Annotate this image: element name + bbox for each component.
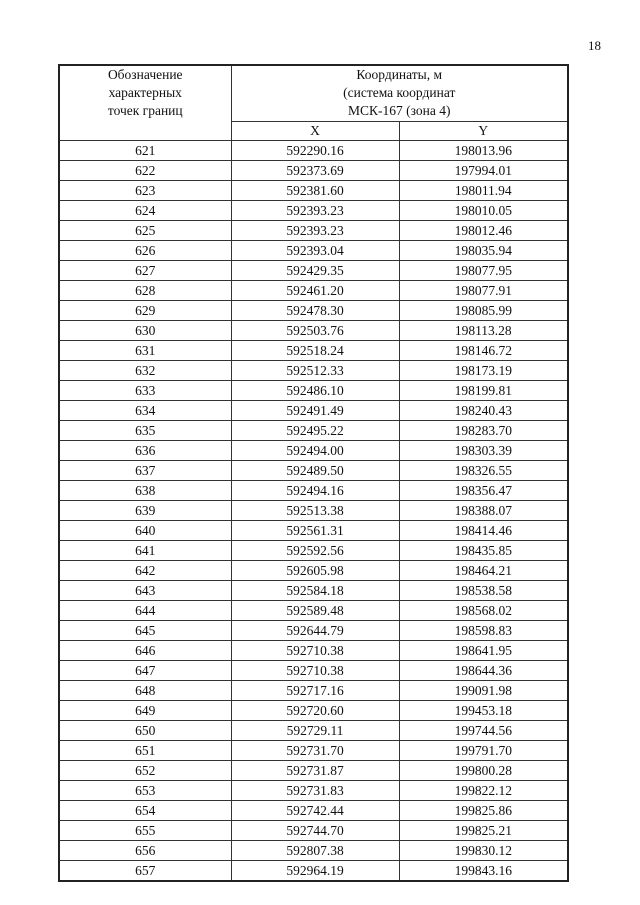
x-coordinate-cell: 592495.22 (231, 421, 399, 441)
point-id-cell: 635 (59, 421, 231, 441)
point-id-cell: 649 (59, 701, 231, 721)
x-coordinate-cell: 592710.38 (231, 641, 399, 661)
x-coordinate-cell: 592644.79 (231, 621, 399, 641)
x-coordinate-cell: 592461.20 (231, 281, 399, 301)
table-row (59, 541, 568, 561)
y-coordinate-cell: 198011.94 (399, 181, 568, 201)
y-coordinate-cell: 198538.58 (399, 581, 568, 601)
x-coordinate-cell: 592393.23 (231, 201, 399, 221)
y-coordinate-cell: 198641.95 (399, 641, 568, 661)
y-coordinate-cell: 199825.86 (399, 801, 568, 821)
x-coordinate-cell: 592503.76 (231, 321, 399, 341)
table-row (59, 501, 568, 521)
y-coordinate-cell: 198146.72 (399, 341, 568, 361)
x-coordinate-cell: 592486.10 (231, 381, 399, 401)
x-coordinate-cell: 592513.38 (231, 501, 399, 521)
y-coordinate-cell: 199825.21 (399, 821, 568, 841)
point-id-cell: 644 (59, 601, 231, 621)
x-coordinate-cell: 592731.70 (231, 741, 399, 761)
point-id-cell: 628 (59, 281, 231, 301)
y-coordinate-cell: 198644.36 (399, 661, 568, 681)
table-row (59, 601, 568, 621)
y-coordinate-cell: 199091.98 (399, 681, 568, 701)
table-row (59, 281, 568, 301)
coordinates-header (231, 65, 568, 122)
table-row (59, 721, 568, 741)
coords-header-line: МСК-167 (зона 4) (348, 103, 451, 118)
x-coordinate-cell: 592710.38 (231, 661, 399, 681)
point-id-cell: 625 (59, 221, 231, 241)
point-header-line: точек границ (107, 103, 183, 118)
y-coordinate-cell: 198435.85 (399, 541, 568, 561)
y-coordinate-cell: 198010.05 (399, 201, 568, 221)
table-row (59, 561, 568, 581)
x-coordinate-cell: 592381.60 (231, 181, 399, 201)
point-id-cell: 637 (59, 461, 231, 481)
y-coordinate-cell: 198356.47 (399, 481, 568, 501)
point-id-cell: 636 (59, 441, 231, 461)
x-coordinate-cell: 592731.87 (231, 761, 399, 781)
point-id-cell: 621 (59, 141, 231, 161)
point-id-cell: 645 (59, 621, 231, 641)
point-id-cell: 639 (59, 501, 231, 521)
y-coordinate-cell: 198464.21 (399, 561, 568, 581)
point-id-cell: 631 (59, 341, 231, 361)
table-row (59, 521, 568, 541)
table-row (59, 621, 568, 641)
table-row (59, 241, 568, 261)
x-coordinate-cell: 592478.30 (231, 301, 399, 321)
table-row (59, 461, 568, 481)
x-coordinate-cell: 592561.31 (231, 521, 399, 541)
x-coordinate-cell: 592373.69 (231, 161, 399, 181)
y-coordinate-cell: 199800.28 (399, 761, 568, 781)
table-row (59, 161, 568, 181)
y-coordinate-cell: 199453.18 (399, 701, 568, 721)
y-coordinate-cell: 197994.01 (399, 161, 568, 181)
table-row (59, 481, 568, 501)
table-row (59, 581, 568, 601)
table-row (59, 361, 568, 381)
table-row (59, 381, 568, 401)
point-id-cell: 642 (59, 561, 231, 581)
table-row (59, 841, 568, 861)
table-row (59, 781, 568, 801)
x-coordinate-cell: 592731.83 (231, 781, 399, 801)
point-id-cell: 622 (59, 161, 231, 181)
x-coordinate-cell: 592589.48 (231, 601, 399, 621)
y-coordinate-cell: 198283.70 (399, 421, 568, 441)
x-coordinate-cell: 592605.98 (231, 561, 399, 581)
point-id-cell: 650 (59, 721, 231, 741)
y-coordinate-cell: 198598.83 (399, 621, 568, 641)
point-id-cell: 646 (59, 641, 231, 661)
table-row (59, 801, 568, 821)
x-coordinate-cell: 592807.38 (231, 841, 399, 861)
x-coordinate-cell: 592512.33 (231, 361, 399, 381)
point-id-cell: 627 (59, 261, 231, 281)
table-row (59, 321, 568, 341)
point-id-cell: 634 (59, 401, 231, 421)
y-coordinate-cell: 199822.12 (399, 781, 568, 801)
y-coordinate-cell: 198240.43 (399, 401, 568, 421)
coordinates-table (58, 64, 569, 882)
coords-header-line: Координаты, м (356, 67, 443, 82)
table-row (59, 221, 568, 241)
point-id-cell: 656 (59, 841, 231, 861)
x-coordinate-cell: 592494.00 (231, 441, 399, 461)
point-header-line: характерных (108, 85, 182, 100)
table-row (59, 661, 568, 681)
point-id-cell: 657 (59, 861, 231, 882)
y-coordinate-cell: 199791.70 (399, 741, 568, 761)
table-row (59, 261, 568, 281)
point-id-cell: 641 (59, 541, 231, 561)
point-id-cell: 653 (59, 781, 231, 801)
point-id-cell: 630 (59, 321, 231, 341)
point-header-line: Обозначение (107, 67, 183, 82)
table-body (59, 141, 568, 882)
point-id-cell: 648 (59, 681, 231, 701)
x-coordinate-cell: 592290.16 (231, 141, 399, 161)
y-coordinate-cell: 198077.95 (399, 261, 568, 281)
y-coordinate-cell: 198077.91 (399, 281, 568, 301)
y-coordinate-cell: 198113.28 (399, 321, 568, 341)
table-row (59, 181, 568, 201)
x-coordinate-cell: 592717.16 (231, 681, 399, 701)
x-coordinate-cell: 592491.49 (231, 401, 399, 421)
page-number: 18 (588, 38, 601, 53)
y-coordinate-cell: 198388.07 (399, 501, 568, 521)
y-coordinate-cell: 198568.02 (399, 601, 568, 621)
y-coordinate-cell: 198326.55 (399, 461, 568, 481)
table-row (59, 861, 568, 882)
point-id-cell: 624 (59, 201, 231, 221)
point-id-cell: 654 (59, 801, 231, 821)
point-id-cell: 632 (59, 361, 231, 381)
x-coordinate-cell: 592744.70 (231, 821, 399, 841)
coords-header-line: (система координат (343, 85, 456, 100)
table-row (59, 301, 568, 321)
table-row (59, 421, 568, 441)
table-row (59, 201, 568, 221)
point-id-cell: 655 (59, 821, 231, 841)
table-row (59, 681, 568, 701)
y-column-header: Y (399, 122, 568, 141)
y-coordinate-cell: 198414.46 (399, 521, 568, 541)
y-coordinate-cell: 199843.16 (399, 861, 568, 882)
x-coordinate-cell: 592393.04 (231, 241, 399, 261)
point-id-cell: 647 (59, 661, 231, 681)
y-coordinate-cell: 198303.39 (399, 441, 568, 461)
point-id-cell: 633 (59, 381, 231, 401)
y-coordinate-cell: 198199.81 (399, 381, 568, 401)
point-id-cell: 638 (59, 481, 231, 501)
table-row (59, 701, 568, 721)
point-id-cell: 643 (59, 581, 231, 601)
point-id-cell: 651 (59, 741, 231, 761)
y-coordinate-cell: 199744.56 (399, 721, 568, 741)
table-row (59, 741, 568, 761)
y-coordinate-cell: 198085.99 (399, 301, 568, 321)
coordinates-table-container (58, 64, 569, 882)
table-row (59, 441, 568, 461)
x-coordinate-cell: 592592.56 (231, 541, 399, 561)
x-column-header: X (231, 122, 399, 141)
table-row (59, 401, 568, 421)
y-coordinate-cell: 198013.96 (399, 141, 568, 161)
x-coordinate-cell: 592742.44 (231, 801, 399, 821)
y-coordinate-cell: 199830.12 (399, 841, 568, 861)
x-coordinate-cell: 592720.60 (231, 701, 399, 721)
point-id-cell: 640 (59, 521, 231, 541)
x-coordinate-cell: 592729.11 (231, 721, 399, 741)
x-coordinate-cell: 592584.18 (231, 581, 399, 601)
y-coordinate-cell: 198035.94 (399, 241, 568, 261)
point-id-cell: 623 (59, 181, 231, 201)
table-row (59, 761, 568, 781)
table-row (59, 341, 568, 361)
x-coordinate-cell: 592964.19 (231, 861, 399, 882)
point-designation-header (59, 65, 231, 141)
table-header (59, 65, 568, 141)
point-id-cell: 629 (59, 301, 231, 321)
x-coordinate-cell: 592518.24 (231, 341, 399, 361)
x-coordinate-cell: 592494.16 (231, 481, 399, 501)
x-coordinate-cell: 592429.35 (231, 261, 399, 281)
table-row (59, 821, 568, 841)
y-coordinate-cell: 198173.19 (399, 361, 568, 381)
y-coordinate-cell: 198012.46 (399, 221, 568, 241)
point-id-cell: 652 (59, 761, 231, 781)
point-id-cell: 626 (59, 241, 231, 261)
table-row (59, 641, 568, 661)
table-row (59, 141, 568, 161)
x-coordinate-cell: 592489.50 (231, 461, 399, 481)
x-coordinate-cell: 592393.23 (231, 221, 399, 241)
